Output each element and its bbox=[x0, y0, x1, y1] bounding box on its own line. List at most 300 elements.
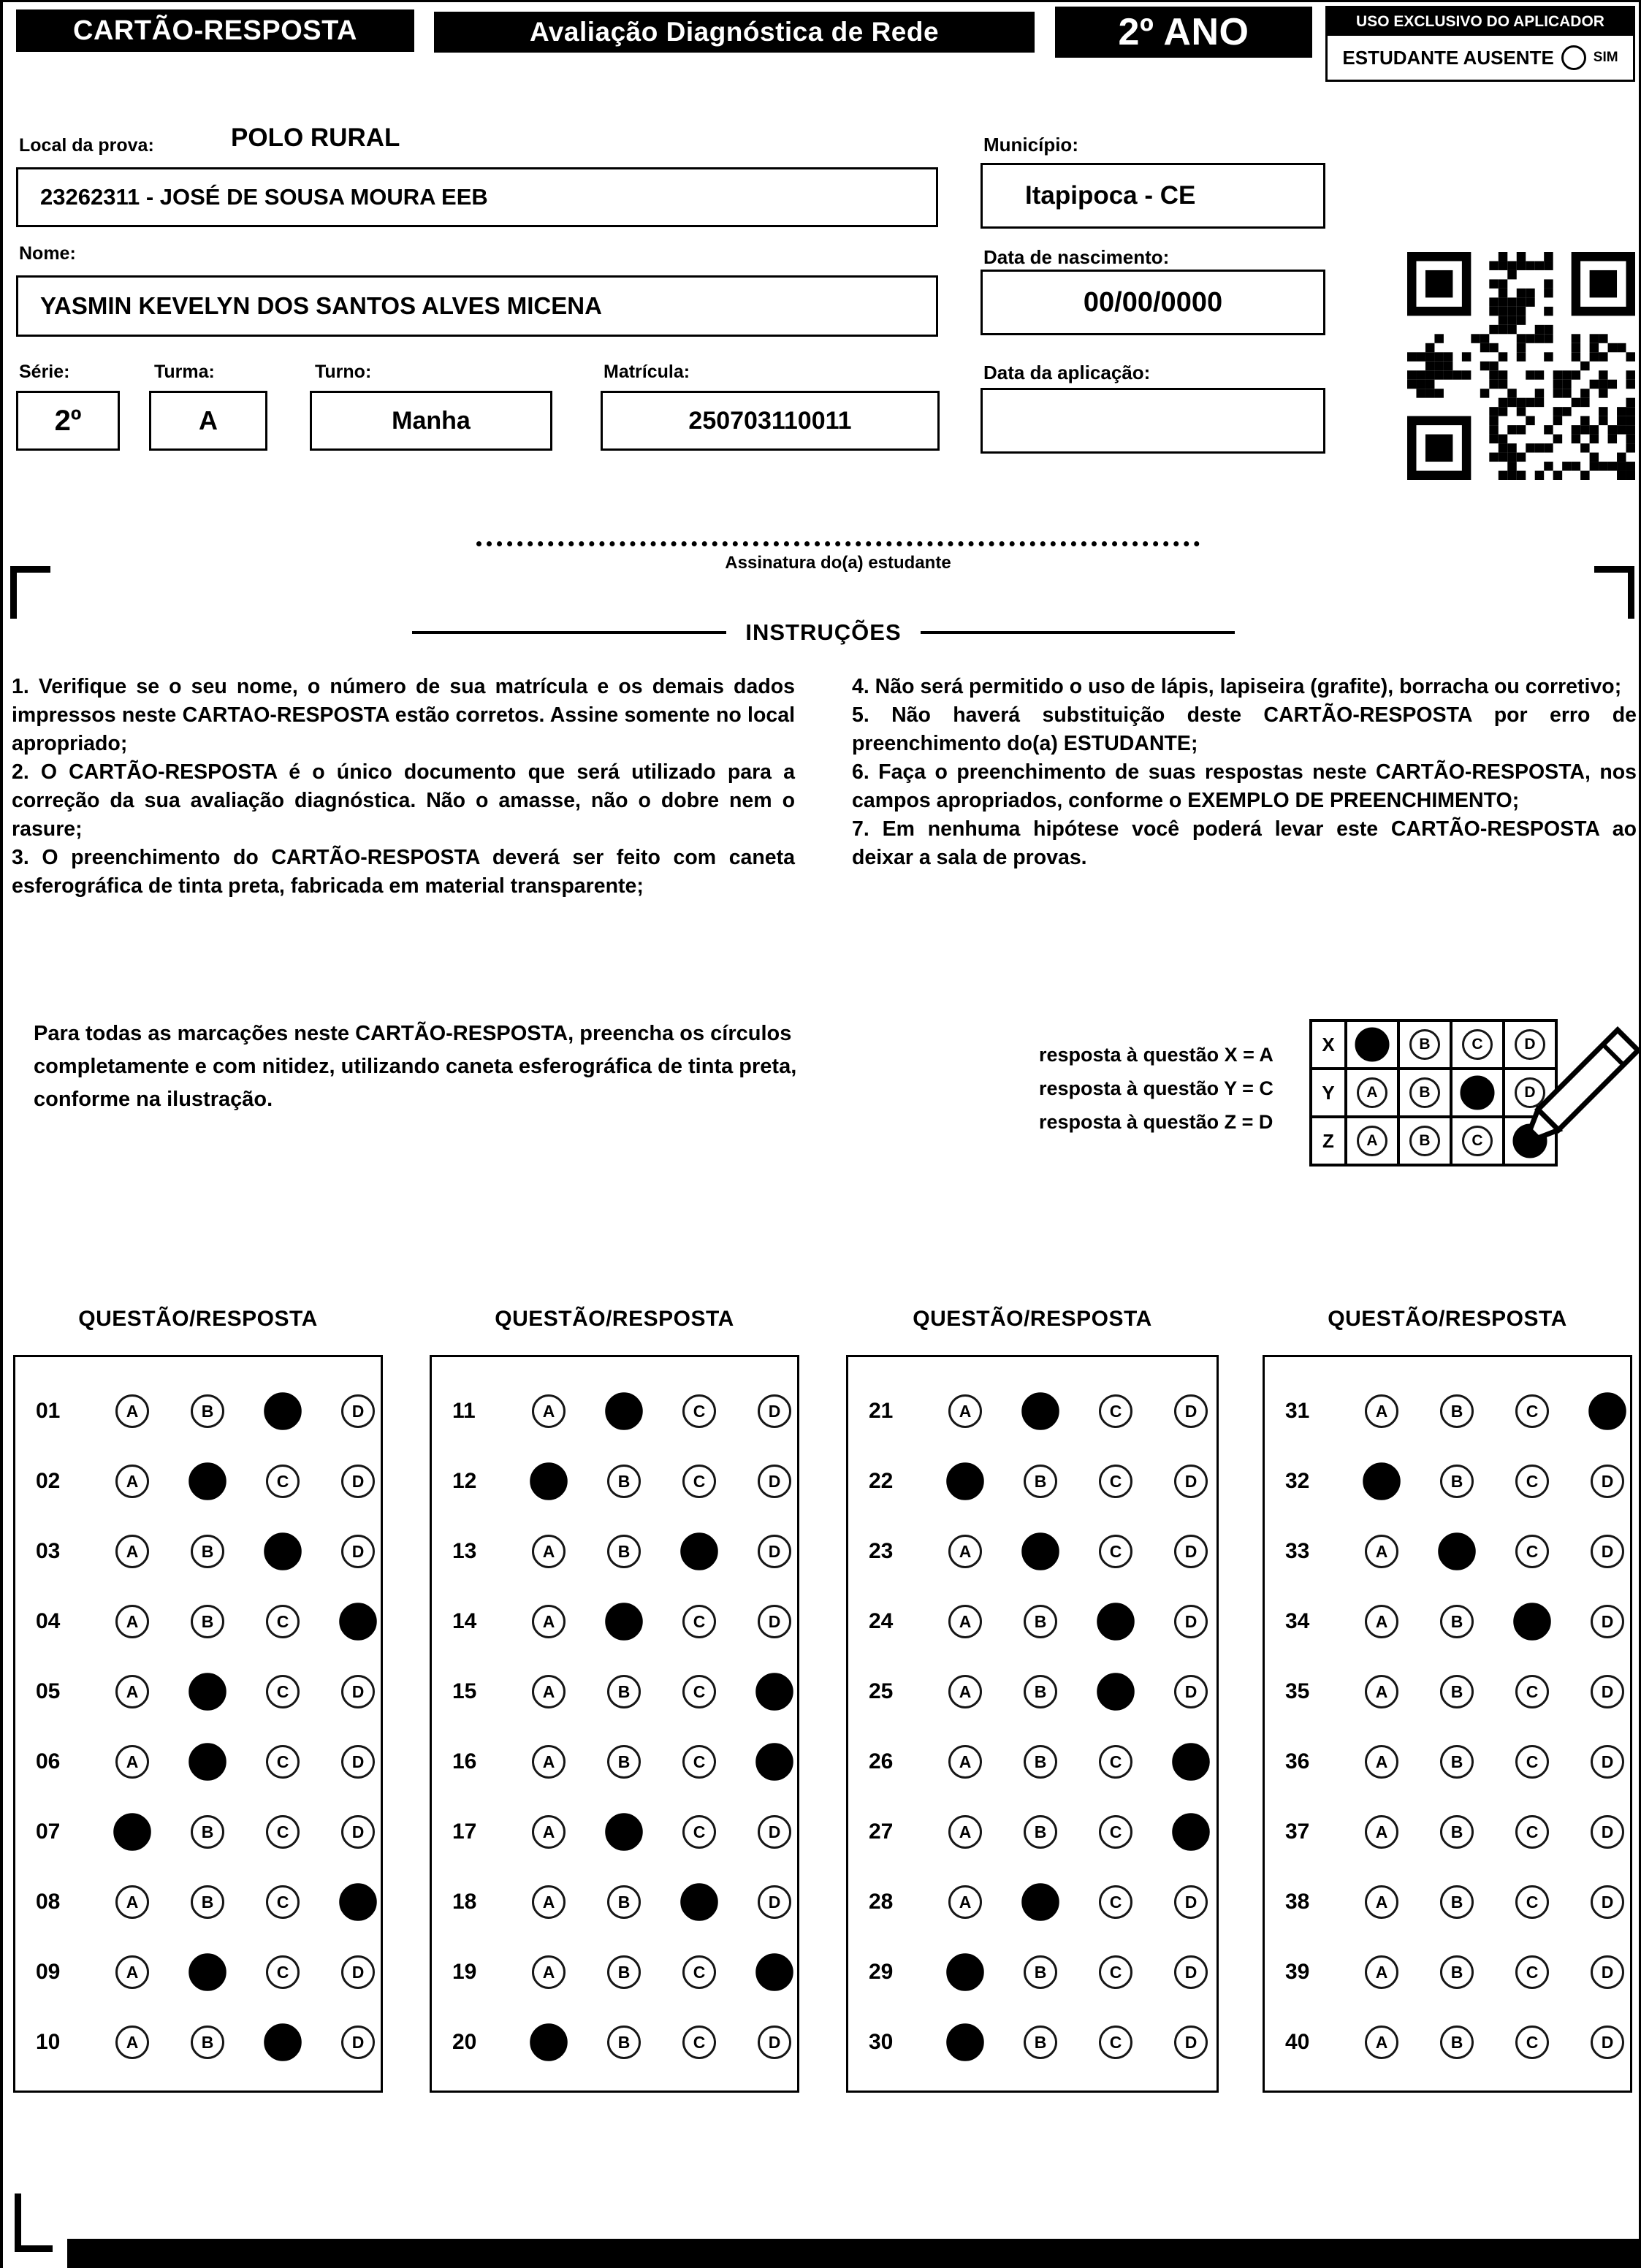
q01-option-d[interactable]: D bbox=[341, 1394, 375, 1428]
q03-option-d[interactable]: D bbox=[341, 1535, 375, 1568]
answer-row bbox=[869, 1867, 1217, 1937]
q19-option-b[interactable]: B bbox=[607, 1955, 641, 1989]
municipio-label: Município: bbox=[983, 134, 1078, 156]
q12-option-a[interactable] bbox=[530, 1462, 568, 1500]
q14-option-b[interactable] bbox=[605, 1603, 643, 1641]
applicator-title: USO EXCLUSIVO DO APLICADOR bbox=[1328, 8, 1633, 36]
q08-option-c[interactable]: C bbox=[266, 1885, 300, 1919]
q27-option-a[interactable]: A bbox=[948, 1815, 982, 1849]
grade-badge: 2º ANO bbox=[1055, 7, 1312, 58]
q28-option-d[interactable]: D bbox=[1174, 1885, 1208, 1919]
q06-option-d[interactable]: D bbox=[341, 1745, 375, 1779]
q20-option-a[interactable] bbox=[530, 2023, 568, 2061]
q02-option-d[interactable]: D bbox=[341, 1465, 375, 1498]
example-legend bbox=[1039, 1038, 1273, 1139]
q05-option-d[interactable]: D bbox=[341, 1675, 375, 1708]
question-number: 27 bbox=[869, 1820, 894, 1844]
example-cell bbox=[1346, 1117, 1398, 1165]
q07-option-d[interactable]: D bbox=[341, 1815, 375, 1849]
answer-row bbox=[1285, 1376, 1630, 1446]
q18-option-a[interactable]: A bbox=[532, 1885, 566, 1919]
q21-option-a[interactable]: A bbox=[948, 1394, 982, 1428]
q37-option-b[interactable]: B bbox=[1440, 1815, 1474, 1849]
q15-option-a[interactable]: A bbox=[532, 1675, 566, 1708]
nascimento-label: Data de nascimento: bbox=[983, 246, 1170, 268]
question-number: 08 bbox=[36, 1890, 61, 1914]
example-cell bbox=[1346, 1020, 1398, 1069]
absent-label: ESTUDANTE AUSENTE bbox=[1342, 46, 1554, 69]
answer-row bbox=[869, 1446, 1217, 1516]
q25-option-b[interactable]: B bbox=[1024, 1675, 1057, 1708]
instructions-rule-right bbox=[921, 631, 1235, 634]
q01-option-a[interactable]: A bbox=[115, 1394, 149, 1428]
question-number: 20 bbox=[452, 2030, 477, 2054]
corner-mark-bottom-left bbox=[15, 2193, 53, 2252]
turma-label: Turma: bbox=[154, 362, 215, 382]
q22-option-a[interactable] bbox=[946, 1462, 984, 1500]
q11-option-a[interactable]: A bbox=[532, 1394, 566, 1428]
example-bubble-x-b: B bbox=[1409, 1029, 1440, 1060]
example-bubble-z-a: A bbox=[1357, 1126, 1387, 1156]
serie-label: Série: bbox=[19, 362, 70, 382]
question-number: 21 bbox=[869, 1399, 894, 1423]
q33-option-a[interactable]: A bbox=[1365, 1535, 1398, 1568]
q13-option-c[interactable] bbox=[680, 1532, 718, 1570]
legend-line: resposta à questão X = A bbox=[1039, 1044, 1273, 1066]
q13-option-a[interactable]: A bbox=[532, 1535, 566, 1568]
q30-option-c[interactable]: C bbox=[1099, 2025, 1132, 2059]
municipio-field: Itapipoca - CE bbox=[981, 163, 1325, 229]
answer-row bbox=[36, 2007, 381, 2077]
q28-option-c[interactable]: C bbox=[1099, 1885, 1132, 1919]
question-number: 06 bbox=[36, 1749, 61, 1773]
q33-option-b[interactable] bbox=[1438, 1532, 1476, 1570]
q39-option-b[interactable]: B bbox=[1440, 1955, 1474, 1989]
q38-option-c[interactable]: C bbox=[1515, 1885, 1549, 1919]
aplicacao-label: Data da aplicação: bbox=[983, 362, 1151, 383]
question-number: 31 bbox=[1285, 1399, 1310, 1423]
question-number: 03 bbox=[36, 1539, 61, 1563]
q20-option-d[interactable]: D bbox=[758, 2025, 791, 2059]
answer-row bbox=[452, 1797, 797, 1867]
q07-option-c[interactable]: C bbox=[266, 1815, 300, 1849]
q21-option-b[interactable] bbox=[1021, 1392, 1059, 1430]
q12-option-c[interactable]: C bbox=[682, 1465, 716, 1498]
q27-option-d[interactable] bbox=[1172, 1813, 1210, 1851]
qr-code bbox=[1407, 252, 1635, 480]
answer-row bbox=[1285, 1937, 1630, 2007]
answer-row bbox=[36, 1516, 381, 1587]
q05-option-c[interactable]: C bbox=[266, 1675, 300, 1708]
q32-option-d[interactable]: D bbox=[1591, 1465, 1624, 1498]
question-number: 09 bbox=[36, 1960, 61, 1984]
example-bubble-z-c: C bbox=[1462, 1126, 1493, 1156]
q38-option-b[interactable]: B bbox=[1440, 1885, 1474, 1919]
q37-option-d[interactable]: D bbox=[1591, 1815, 1624, 1849]
q15-option-b[interactable]: B bbox=[607, 1675, 641, 1708]
question-number: 18 bbox=[452, 1890, 477, 1914]
answer-column-2 bbox=[430, 1355, 799, 2093]
instruction-item: 2. O CARTÃO-RESPOSTA é o único documento que será utilizado para a correção da sua avaliação diagnóstica. Não o amasse, não o dobre nem o rasure; bbox=[12, 760, 795, 841]
question-number: 04 bbox=[36, 1609, 61, 1633]
answer-row bbox=[452, 1587, 797, 1657]
q22-option-d[interactable]: D bbox=[1174, 1465, 1208, 1498]
question-number: 13 bbox=[452, 1539, 477, 1563]
answer-row bbox=[869, 1937, 1217, 2007]
question-number: 33 bbox=[1285, 1539, 1310, 1563]
local-value: POLO RURAL bbox=[231, 123, 400, 152]
q22-option-c[interactable]: C bbox=[1099, 1465, 1132, 1498]
q39-option-d[interactable]: D bbox=[1591, 1955, 1624, 1989]
q20-option-b[interactable]: B bbox=[607, 2025, 641, 2059]
matricula-field: 250703110011 bbox=[601, 391, 940, 451]
q35-option-d[interactable]: D bbox=[1591, 1675, 1624, 1708]
question-number: 29 bbox=[869, 1960, 894, 1984]
q25-option-d[interactable]: D bbox=[1174, 1675, 1208, 1708]
answer-column-header-1: QUESTÃO/RESPOSTA bbox=[78, 1307, 318, 1331]
answer-row bbox=[36, 1657, 381, 1727]
q26-option-d[interactable] bbox=[1172, 1743, 1210, 1781]
q09-option-d[interactable]: D bbox=[341, 1955, 375, 1989]
q18-option-c[interactable] bbox=[680, 1883, 718, 1921]
example-row-label: Z bbox=[1311, 1117, 1346, 1165]
q33-option-d[interactable]: D bbox=[1591, 1535, 1624, 1568]
q17-option-b[interactable] bbox=[605, 1813, 643, 1851]
q08-option-d[interactable] bbox=[339, 1883, 377, 1921]
q40-option-a[interactable]: A bbox=[1365, 2025, 1398, 2059]
absent-bubble[interactable] bbox=[1561, 45, 1586, 70]
question-number: 10 bbox=[36, 2030, 61, 2054]
corner-mark-top-right bbox=[1594, 566, 1634, 619]
q23-option-c[interactable]: C bbox=[1099, 1535, 1132, 1568]
q16-option-a[interactable]: A bbox=[532, 1745, 566, 1779]
q30-option-b[interactable]: B bbox=[1024, 2025, 1057, 2059]
q19-option-c[interactable]: C bbox=[682, 1955, 716, 1989]
answer-row bbox=[869, 1516, 1217, 1587]
q22-option-b[interactable]: B bbox=[1024, 1465, 1057, 1498]
q30-option-d[interactable]: D bbox=[1174, 2025, 1208, 2059]
q32-option-c[interactable]: C bbox=[1515, 1465, 1549, 1498]
question-number: 02 bbox=[36, 1469, 61, 1493]
nascimento-field: 00/00/0000 bbox=[981, 270, 1325, 335]
question-number: 24 bbox=[869, 1609, 894, 1633]
q36-option-b[interactable]: B bbox=[1440, 1745, 1474, 1779]
q10-option-a[interactable]: A bbox=[115, 2025, 149, 2059]
q17-option-a[interactable]: A bbox=[532, 1815, 566, 1849]
q39-option-a[interactable]: A bbox=[1365, 1955, 1398, 1989]
nome-field: YASMIN KEVELYN DOS SANTOS ALVES MICENA bbox=[16, 275, 938, 337]
q36-option-c[interactable]: C bbox=[1515, 1745, 1549, 1779]
example-row-label: Y bbox=[1311, 1069, 1346, 1117]
q02-option-c[interactable]: C bbox=[266, 1465, 300, 1498]
example-bubble-x-d: D bbox=[1515, 1029, 1545, 1060]
q37-option-c[interactable]: C bbox=[1515, 1815, 1549, 1849]
q17-option-c[interactable]: C bbox=[682, 1815, 716, 1849]
q30-option-a[interactable] bbox=[946, 2023, 984, 2061]
answer-row bbox=[452, 1657, 797, 1727]
answer-row bbox=[869, 1727, 1217, 1797]
q21-option-c[interactable]: C bbox=[1099, 1394, 1132, 1428]
pen-illustration bbox=[1461, 977, 1641, 1196]
q31-option-d[interactable] bbox=[1588, 1392, 1626, 1430]
answer-row bbox=[36, 1727, 381, 1797]
example-bubble-x-c: C bbox=[1462, 1029, 1493, 1060]
example-bubble-y-d: D bbox=[1515, 1077, 1545, 1108]
q19-option-a[interactable]: A bbox=[532, 1955, 566, 1989]
answer-column-header-3: QUESTÃO/RESPOSTA bbox=[913, 1307, 1152, 1331]
answer-row bbox=[1285, 1516, 1630, 1587]
bottom-registration-bar bbox=[67, 2239, 1641, 2268]
answer-row bbox=[1285, 1587, 1630, 1657]
q32-option-b[interactable]: B bbox=[1440, 1465, 1474, 1498]
q23-option-d[interactable]: D bbox=[1174, 1535, 1208, 1568]
answer-row bbox=[452, 1446, 797, 1516]
answer-row bbox=[36, 1797, 381, 1867]
q13-option-b[interactable]: B bbox=[607, 1535, 641, 1568]
q02-option-b[interactable] bbox=[189, 1462, 226, 1500]
q09-option-c[interactable]: C bbox=[266, 1955, 300, 1989]
question-number: 26 bbox=[869, 1749, 894, 1773]
q24-option-d[interactable]: D bbox=[1174, 1605, 1208, 1638]
instruction-item: 5. Não haverá substituição deste CARTÃO-RESPOSTA por erro de preenchimento do(a) ESTUDANTE; bbox=[852, 703, 1637, 755]
example-cell bbox=[1398, 1117, 1451, 1165]
example-cell bbox=[1346, 1069, 1398, 1117]
question-number: 11 bbox=[452, 1399, 476, 1423]
aplicacao-field[interactable] bbox=[981, 388, 1325, 454]
question-number: 25 bbox=[869, 1679, 894, 1703]
q26-option-b[interactable]: B bbox=[1024, 1745, 1057, 1779]
q28-option-a[interactable]: A bbox=[948, 1885, 982, 1919]
q31-option-a[interactable]: A bbox=[1365, 1394, 1398, 1428]
q03-option-c[interactable] bbox=[264, 1532, 302, 1570]
answer-row bbox=[869, 1376, 1217, 1446]
q40-option-b[interactable]: B bbox=[1440, 2025, 1474, 2059]
q14-option-a[interactable]: A bbox=[532, 1605, 566, 1638]
question-number: 34 bbox=[1285, 1609, 1310, 1633]
q05-option-b[interactable] bbox=[189, 1673, 226, 1711]
q23-option-a[interactable]: A bbox=[948, 1535, 982, 1568]
q14-option-d[interactable]: D bbox=[758, 1605, 791, 1638]
q11-option-c[interactable]: C bbox=[682, 1394, 716, 1428]
q16-option-d[interactable] bbox=[755, 1743, 793, 1781]
corner-mark-top-left bbox=[10, 566, 50, 619]
q29-option-a[interactable] bbox=[946, 1953, 984, 1991]
q01-option-c[interactable] bbox=[264, 1392, 302, 1430]
q29-option-d[interactable]: D bbox=[1174, 1955, 1208, 1989]
legend-line: resposta à questão Y = C bbox=[1039, 1077, 1273, 1099]
q14-option-c[interactable]: C bbox=[682, 1605, 716, 1638]
q16-option-b[interactable]: B bbox=[607, 1745, 641, 1779]
answer-column-1 bbox=[13, 1355, 383, 2093]
instructions-title: INSTRUÇÕES bbox=[745, 619, 902, 645]
q10-option-c[interactable] bbox=[264, 2023, 302, 2061]
question-number: 38 bbox=[1285, 1890, 1310, 1914]
q38-option-a[interactable]: A bbox=[1365, 1885, 1398, 1919]
q01-option-b[interactable]: B bbox=[191, 1394, 224, 1428]
answer-row bbox=[452, 1516, 797, 1587]
q12-option-b[interactable]: B bbox=[607, 1465, 641, 1498]
matricula-label: Matrícula: bbox=[604, 362, 690, 382]
signature-label: Assinatura do(a) estudante bbox=[725, 553, 951, 573]
q05-option-a[interactable]: A bbox=[115, 1675, 149, 1708]
q21-option-d[interactable]: D bbox=[1174, 1394, 1208, 1428]
instructions-right bbox=[852, 673, 1637, 872]
q02-option-a[interactable]: A bbox=[115, 1465, 149, 1498]
q35-option-c[interactable]: C bbox=[1515, 1675, 1549, 1708]
q34-option-d[interactable]: D bbox=[1591, 1605, 1624, 1638]
answer-column-4 bbox=[1263, 1355, 1632, 2093]
q15-option-d[interactable] bbox=[755, 1673, 793, 1711]
q11-option-d[interactable]: D bbox=[758, 1394, 791, 1428]
q34-option-b[interactable]: B bbox=[1440, 1605, 1474, 1638]
q33-option-c[interactable]: C bbox=[1515, 1535, 1549, 1568]
q04-option-d[interactable] bbox=[339, 1603, 377, 1641]
instruction-item: 1. Verifique se o seu nome, o número de sua matrícula e os demais dados impressos neste CARTAO-RESPOSTA estão corretos. Assine somente no local apropriado; bbox=[12, 675, 795, 755]
answer-row bbox=[452, 1937, 797, 2007]
q04-option-b[interactable]: B bbox=[191, 1605, 224, 1638]
q36-option-d[interactable]: D bbox=[1591, 1745, 1624, 1779]
answer-column-header-4: QUESTÃO/RESPOSTA bbox=[1328, 1307, 1567, 1331]
q07-option-b[interactable]: B bbox=[191, 1815, 224, 1849]
q24-option-c[interactable] bbox=[1097, 1603, 1135, 1641]
legend-line: resposta à questão Z = D bbox=[1039, 1111, 1273, 1133]
turma-field: A bbox=[149, 391, 267, 451]
answer-row bbox=[1285, 1797, 1630, 1867]
q11-option-b[interactable] bbox=[605, 1392, 643, 1430]
q13-option-d[interactable]: D bbox=[758, 1535, 791, 1568]
q38-option-d[interactable]: D bbox=[1591, 1885, 1624, 1919]
q25-option-c[interactable] bbox=[1097, 1673, 1135, 1711]
q23-option-b[interactable] bbox=[1021, 1532, 1059, 1570]
q34-option-a[interactable]: A bbox=[1365, 1605, 1398, 1638]
question-number: 35 bbox=[1285, 1679, 1310, 1703]
answer-row bbox=[452, 1727, 797, 1797]
instruction-item: 6. Faça o preenchimento de suas respostas neste CARTÃO-RESPOSTA, nos campos apropriados, conforme o EXEMPLO DE PREENCHIMENTO; bbox=[852, 760, 1637, 812]
q08-option-b[interactable]: B bbox=[191, 1885, 224, 1919]
turno-label: Turno: bbox=[315, 362, 372, 382]
question-number: 05 bbox=[36, 1679, 61, 1703]
q27-option-b[interactable]: B bbox=[1024, 1815, 1057, 1849]
q09-option-b[interactable] bbox=[189, 1953, 226, 1991]
q36-option-a[interactable]: A bbox=[1365, 1745, 1398, 1779]
question-number: 15 bbox=[452, 1679, 477, 1703]
q17-option-d[interactable]: D bbox=[758, 1815, 791, 1849]
q32-option-a[interactable] bbox=[1363, 1462, 1401, 1500]
question-number: 07 bbox=[36, 1820, 61, 1844]
q25-option-a[interactable]: A bbox=[948, 1675, 982, 1708]
answer-row bbox=[36, 1867, 381, 1937]
q03-option-a[interactable]: A bbox=[115, 1535, 149, 1568]
example-cell bbox=[1398, 1069, 1451, 1117]
q40-option-d[interactable]: D bbox=[1591, 2025, 1624, 2059]
q19-option-d[interactable] bbox=[755, 1953, 793, 1991]
q10-option-b[interactable]: B bbox=[191, 2025, 224, 2059]
q06-option-a[interactable]: A bbox=[115, 1745, 149, 1779]
q03-option-b[interactable]: B bbox=[191, 1535, 224, 1568]
q29-option-c[interactable]: C bbox=[1099, 1955, 1132, 1989]
sheet-title: CARTÃO-RESPOSTA bbox=[16, 9, 414, 52]
q37-option-a[interactable]: A bbox=[1365, 1815, 1398, 1849]
q35-option-a[interactable]: A bbox=[1365, 1675, 1398, 1708]
question-number: 37 bbox=[1285, 1820, 1310, 1844]
serie-field: 2º bbox=[16, 391, 120, 451]
school-field: 23262311 - JOSÉ DE SOUSA MOURA EEB bbox=[16, 167, 938, 227]
q39-option-c[interactable]: C bbox=[1515, 1955, 1549, 1989]
q18-option-d[interactable]: D bbox=[758, 1885, 791, 1919]
q06-option-b[interactable] bbox=[189, 1743, 226, 1781]
q26-option-a[interactable]: A bbox=[948, 1745, 982, 1779]
q09-option-a[interactable]: A bbox=[115, 1955, 149, 1989]
instructions-header bbox=[412, 619, 1235, 646]
applicator-box bbox=[1325, 6, 1635, 82]
answer-row bbox=[869, 2007, 1217, 2077]
question-number: 36 bbox=[1285, 1749, 1310, 1773]
q04-option-a[interactable]: A bbox=[115, 1605, 149, 1638]
q40-option-c[interactable]: C bbox=[1515, 2025, 1549, 2059]
q06-option-c[interactable]: C bbox=[266, 1745, 300, 1779]
example-paragraph: Para todas as marcações neste CARTÃO-RESPOSTA, preencha os círculos completamente e com nitidez, utilizando caneta esferográfica de tinta preta, conforme na ilustração. bbox=[34, 1022, 797, 1111]
signature-line[interactable] bbox=[476, 541, 1200, 546]
example-cell bbox=[1398, 1020, 1451, 1069]
instruction-item: 3. O preenchimento do CARTÃO-RESPOSTA deverá ser feito com caneta esferográfica de tinta preta, fabricada em material transparente; bbox=[12, 846, 795, 898]
answer-row bbox=[36, 1937, 381, 2007]
q24-option-a[interactable]: A bbox=[948, 1605, 982, 1638]
instructions-left bbox=[12, 673, 795, 901]
answer-row bbox=[1285, 1867, 1630, 1937]
answer-row bbox=[1285, 2007, 1630, 2077]
q29-option-b[interactable]: B bbox=[1024, 1955, 1057, 1989]
question-number: 28 bbox=[869, 1890, 894, 1914]
instruction-item: 7. Em nenhuma hipótese você poderá levar este CARTÃO-RESPOSTA ao deixar a sala de provas. bbox=[852, 817, 1637, 869]
q08-option-a[interactable]: A bbox=[115, 1885, 149, 1919]
question-number: 14 bbox=[452, 1609, 477, 1633]
question-number: 19 bbox=[452, 1960, 477, 1984]
q31-option-b[interactable]: B bbox=[1440, 1394, 1474, 1428]
q34-option-c[interactable] bbox=[1513, 1603, 1551, 1641]
q10-option-d[interactable]: D bbox=[341, 2025, 375, 2059]
q24-option-b[interactable]: B bbox=[1024, 1605, 1057, 1638]
example-row-label: X bbox=[1311, 1020, 1346, 1069]
q04-option-c[interactable]: C bbox=[266, 1605, 300, 1638]
q18-option-b[interactable]: B bbox=[607, 1885, 641, 1919]
q15-option-c[interactable]: C bbox=[682, 1675, 716, 1708]
answer-row bbox=[1285, 1446, 1630, 1516]
example-bubble-x-a bbox=[1355, 1027, 1389, 1061]
q28-option-b[interactable] bbox=[1021, 1883, 1059, 1921]
turno-field: Manha bbox=[310, 391, 552, 451]
q31-option-c[interactable]: C bbox=[1515, 1394, 1549, 1428]
q07-option-a[interactable] bbox=[113, 1813, 151, 1851]
instructions-rule-left bbox=[412, 631, 726, 634]
nome-label: Nome: bbox=[19, 243, 76, 264]
q16-option-c[interactable]: C bbox=[682, 1745, 716, 1779]
answer-row bbox=[869, 1657, 1217, 1727]
answer-row bbox=[1285, 1657, 1630, 1727]
q27-option-c[interactable]: C bbox=[1099, 1815, 1132, 1849]
q12-option-d[interactable]: D bbox=[758, 1465, 791, 1498]
q26-option-c[interactable]: C bbox=[1099, 1745, 1132, 1779]
instruction-item: 4. Não será permitido o uso de lápis, lapiseira (grafite), borracha ou corretivo; bbox=[852, 675, 1622, 698]
answer-row bbox=[869, 1797, 1217, 1867]
answer-row bbox=[36, 1376, 381, 1446]
question-number: 40 bbox=[1285, 2030, 1310, 2054]
q20-option-c[interactable]: C bbox=[682, 2025, 716, 2059]
question-number: 16 bbox=[452, 1749, 477, 1773]
example-bubble-y-a: A bbox=[1357, 1077, 1387, 1108]
question-number: 39 bbox=[1285, 1960, 1310, 1984]
q35-option-b[interactable]: B bbox=[1440, 1675, 1474, 1708]
answer-row bbox=[452, 2007, 797, 2077]
